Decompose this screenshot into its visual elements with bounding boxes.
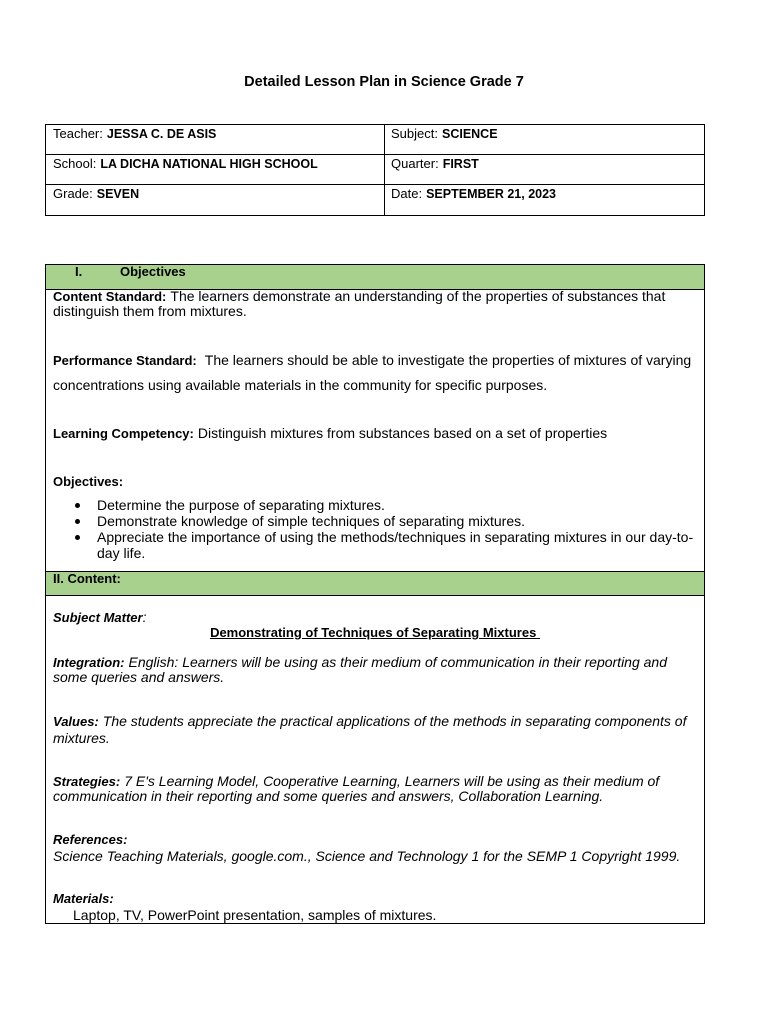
list-item	[46, 529, 704, 561]
date-label: Date:	[391, 186, 423, 201]
subject-matter-topic-block	[46, 625, 704, 640]
quarter-cell	[385, 155, 704, 184]
info-row	[46, 155, 704, 185]
references	[53, 832, 680, 864]
list-item-line: Demonstrate knowledge of simple techniques of separating mixtures.	[97, 513, 525, 529]
paragraph-line: communication in their reporting and some queries and answers, Collaboration Learning.	[53, 788, 604, 804]
objectives-list	[46, 497, 704, 561]
date-value: SEPTEMBER 21, 2023	[426, 187, 556, 201]
list-item	[46, 513, 704, 529]
strategies	[53, 774, 659, 804]
content-standard-text: The learners demonstrate an understanding of the properties of substances that	[170, 288, 666, 304]
performance-standard-text: The learners should be able to investigate the properties of mixtures of varying	[204, 352, 692, 368]
objectives-label-block	[53, 474, 123, 489]
lesson-info-table	[45, 124, 705, 216]
learning-competency-label: Learning Competency:	[53, 426, 194, 441]
objectives-label: Objectives:	[53, 474, 124, 489]
list-item-line: day life.	[97, 545, 146, 561]
bullet-icon	[75, 535, 80, 540]
subject-matter-colon: :	[142, 609, 147, 625]
learning-competency	[53, 426, 607, 441]
grade-label: Grade:	[53, 186, 93, 201]
subject-cell	[385, 125, 704, 154]
grade-value: SEVEN	[96, 187, 140, 201]
paragraph-line: distinguish them from mixtures.	[53, 303, 247, 319]
document-title: Detailed Lesson Plan in Science Grade 7	[244, 74, 524, 90]
integration-text: English: Learners will be using as their medium of communication in their reporting and	[128, 654, 667, 670]
subject-value: SCIENCE	[441, 127, 498, 141]
teacher-label: Teacher:	[53, 126, 103, 141]
paragraph-line	[53, 655, 667, 670]
references-label: References:	[53, 832, 128, 847]
lesson-plan-table	[45, 264, 705, 924]
references-text: Science Teaching Materials, google.com., Science and Technology 1 for the SEMP 1 Copyright 1999.	[53, 848, 681, 864]
paragraph-line	[53, 426, 607, 441]
paragraph-line: some queries and answers.	[53, 669, 225, 685]
quarter-value: FIRST	[442, 157, 479, 171]
learning-competency-text: Distinguish mixtures from substances based on a set of properties	[197, 425, 608, 441]
section-number: I.	[75, 264, 83, 279]
content-section-header	[46, 571, 704, 596]
paragraph-line	[53, 713, 686, 730]
integration	[53, 655, 667, 685]
paragraph-line	[53, 348, 691, 373]
info-row	[46, 185, 704, 215]
materials-label: Materials:	[53, 891, 114, 906]
objectives-section-header	[46, 265, 704, 290]
integration-label: Integration:	[53, 655, 125, 670]
grade-cell	[46, 185, 385, 215]
paragraph-line	[53, 774, 659, 789]
school-label: School:	[53, 156, 97, 171]
subject-label: Subject:	[391, 126, 438, 141]
date-cell	[385, 185, 704, 215]
section-heading: Objectives	[120, 264, 186, 279]
performance-standard-label: Performance Standard:	[53, 353, 197, 368]
bullet-icon	[75, 519, 80, 524]
school-cell	[46, 155, 385, 184]
school-value: LA DICHA NATIONAL HIGH SCHOOL	[100, 157, 318, 171]
info-row	[46, 125, 704, 155]
quarter-label: Quarter:	[391, 156, 439, 171]
materials	[53, 891, 436, 923]
subject-matter-label: Subject Matter	[53, 610, 143, 625]
list-item-line: Appreciate the importance of using the methods/techniques in separating mixtures in our day-to-	[97, 529, 694, 545]
teacher-value: JESSA C. DE ASIS	[106, 127, 217, 141]
strategies-label: Strategies:	[53, 774, 121, 789]
values-label: Values:	[53, 714, 99, 729]
subject-matter-topic: Demonstrating of Techniques of Separating Mixtures	[210, 625, 537, 640]
content-standard	[53, 289, 665, 319]
list-item-line: Determine the purpose of separating mixtures.	[97, 497, 385, 513]
strategies-text: 7 E's Learning Model, Cooperative Learning, Learners will be using as their medium of	[124, 773, 660, 789]
bullet-icon	[75, 503, 80, 508]
paragraph-line	[53, 289, 665, 304]
values	[53, 713, 686, 746]
materials-text: Laptop, TV, PowerPoint presentation, samples of mixtures.	[73, 907, 437, 923]
paragraph-line: concentrations using available materials in the community for specific purposes.	[53, 377, 548, 393]
performance-standard	[53, 348, 691, 398]
paragraph-line: mixtures.	[53, 730, 110, 746]
list-item	[46, 497, 704, 513]
subject-matter	[53, 610, 146, 625]
values-text: The students appreciate the practical applications of the methods in separating components of	[102, 713, 687, 729]
teacher-cell	[46, 125, 385, 154]
section-heading: II. Content:	[53, 571, 121, 586]
content-standard-label: Content Standard:	[53, 289, 167, 304]
